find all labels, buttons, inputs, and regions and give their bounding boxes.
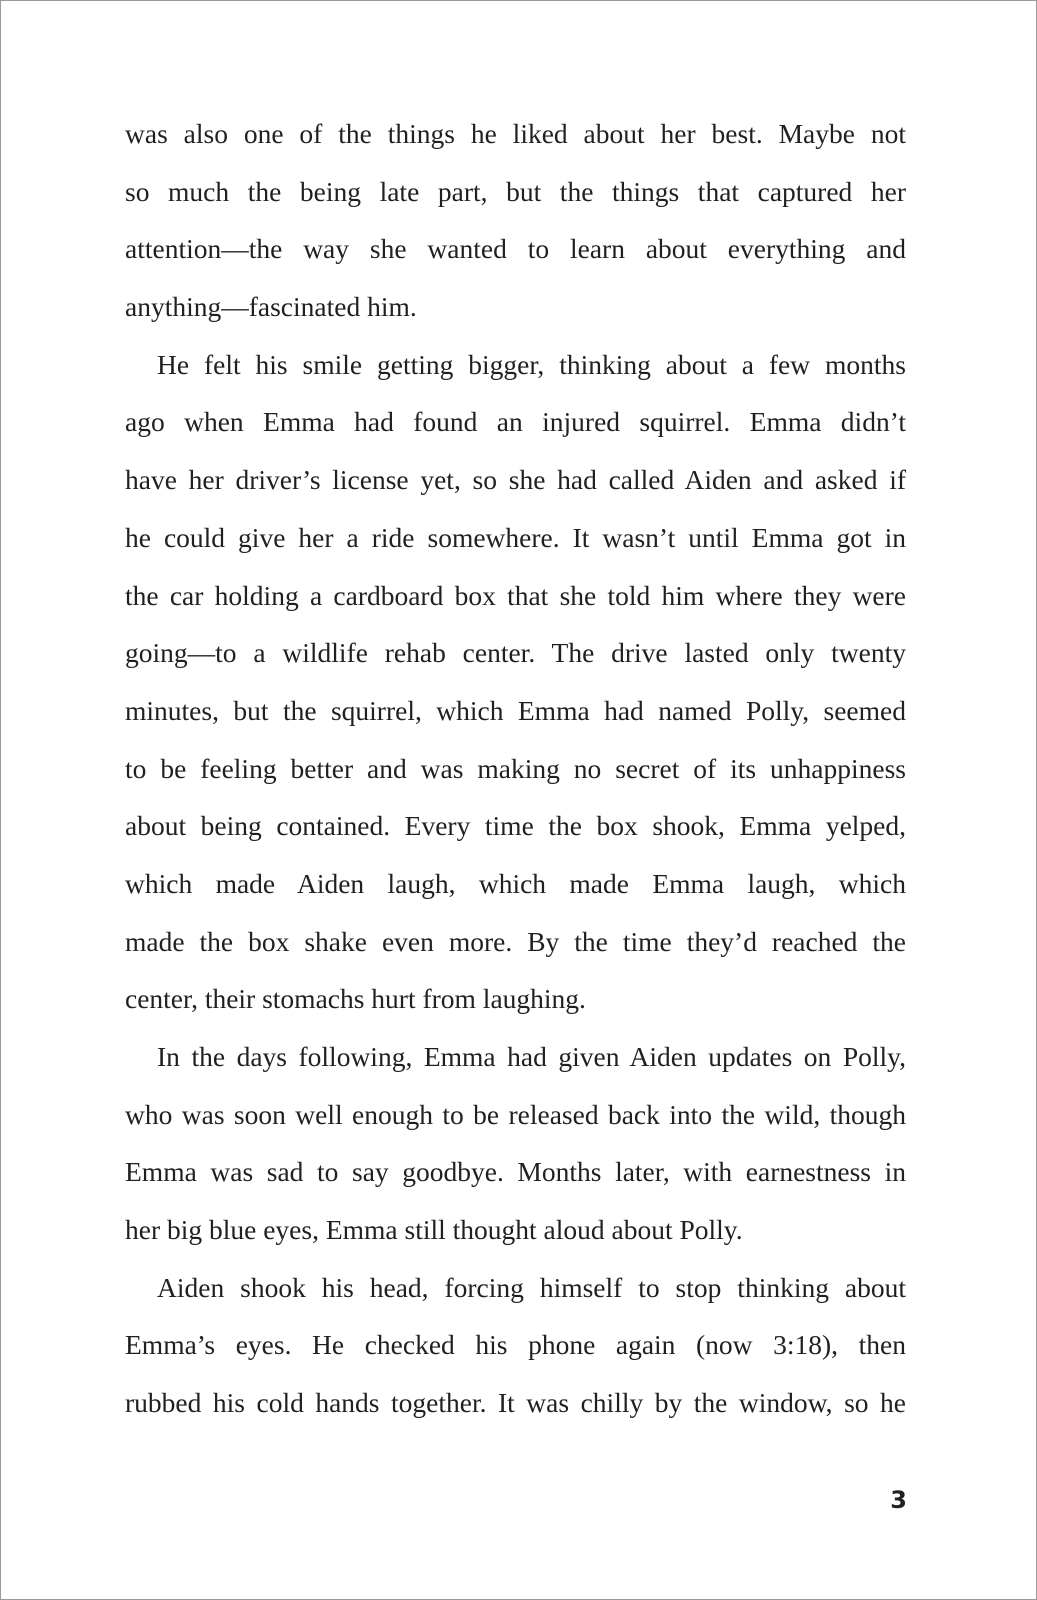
- text-line: anything—fascinated him.: [125, 291, 417, 323]
- text-line: Aiden shook his head, forcing himself to stop thinking about: [157, 1271, 906, 1303]
- text-line: so much the being late part, but the things that captured her: [125, 175, 906, 207]
- text-line: In the days following, Emma had given Aiden updates on Polly,: [157, 1041, 906, 1072]
- text-line: center, their stomachs hurt from laughing.: [125, 983, 586, 1015]
- text-line: Emma’s eyes. He checked his phone again (now 3:18), then: [125, 1329, 906, 1361]
- text-line: was also one of the things he liked about her best. Maybe not: [125, 118, 906, 149]
- text-line: her big blue eyes, Emma still thought aloud about Polly.: [125, 1214, 743, 1246]
- text-line: have her driver’s license yet, so she had called Aiden and asked if: [125, 464, 906, 496]
- text-line: attention—the way she wanted to learn about everything and: [125, 233, 906, 265]
- text-line: minutes, but the squirrel, which Emma had named Polly, seemed: [125, 694, 906, 726]
- text-line: about being contained. Every time the box shook, Emma yelped,: [125, 810, 906, 842]
- text-line: the car holding a cardboard box that she told him where they were: [125, 579, 906, 611]
- text-line: to be feeling better and was making no secret of its unhappiness: [125, 752, 906, 784]
- page-number: 3: [890, 1486, 907, 1514]
- text-line: which made Aiden laugh, which made Emma laugh, which: [125, 867, 906, 899]
- text-line: going—to a wildlife rehab center. The drive lasted only twenty: [125, 637, 906, 669]
- text-line: Emma was sad to say goodbye. Months later, with earnestness in: [125, 1156, 906, 1188]
- body-text: [125, 105, 906, 1432]
- text-line: He felt his smile getting bigger, thinking about a few months: [157, 348, 906, 380]
- text-line: made the box shake even more. By the time they’d reached the: [125, 925, 906, 957]
- text-line: rubbed his cold hands together. It was chilly by the window, so he: [125, 1387, 906, 1419]
- text-line: who was soon well enough to be released back into the wild, though: [125, 1098, 906, 1130]
- text-line: ago when Emma had found an injured squirrel. Emma didn’t: [125, 406, 906, 438]
- text-line: he could give her a ride somewhere. It wasn’t until Emma got in: [125, 521, 906, 553]
